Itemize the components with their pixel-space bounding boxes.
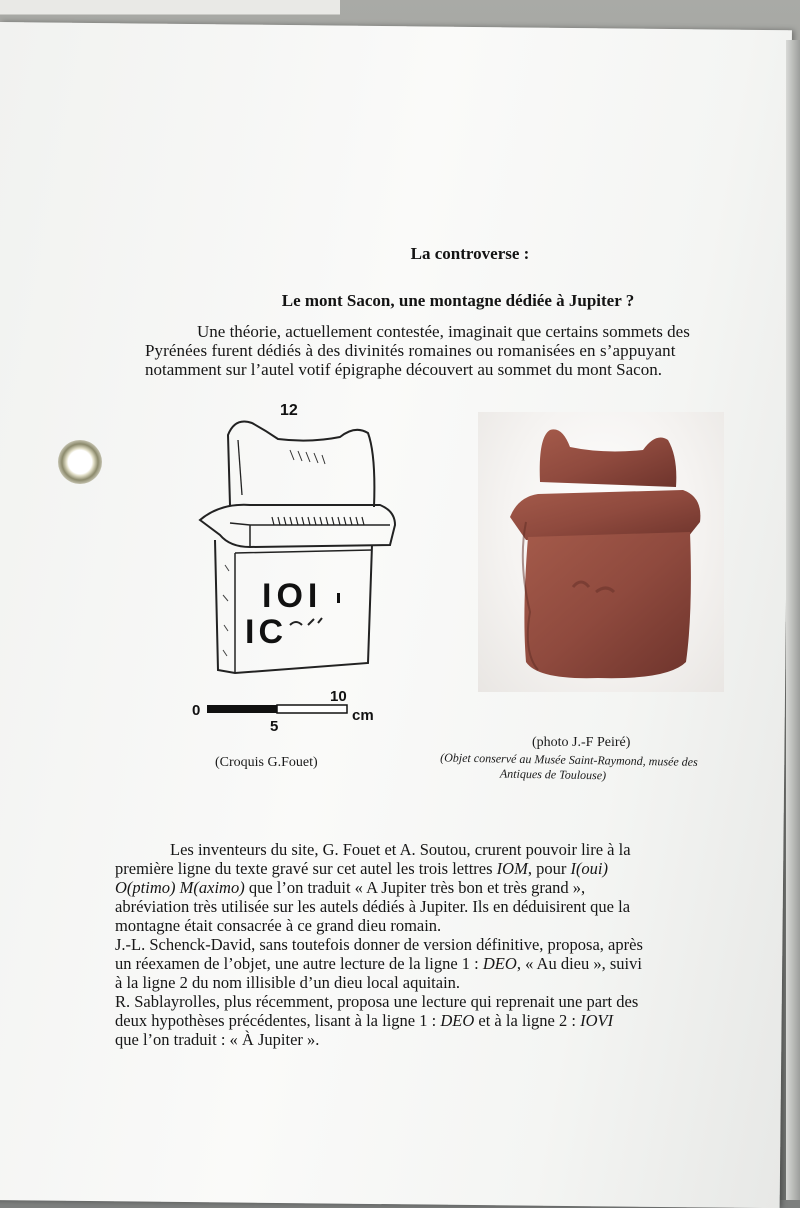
body-line: que l’on traduit : « À Jupiter ». [115,1030,320,1049]
intro-line: Pyrénées furent dédiés à des divinités romaines ou romanisées en s’appuyant [145,341,676,360]
sketch-number: 12 [280,402,298,419]
intro-paragraph [145,322,775,379]
scale-label-five: 5 [270,718,279,735]
upper-panel-edge [0,0,340,15]
body-line: R. Sablayrolles, plus récemment, proposa une lecture qui reprenait une part des [115,992,639,1011]
body-line: un réexamen de l’objet, une autre lecture de la ligne 1 : DEO, « Au dieu », suivi [115,954,642,973]
mounting-hole [58,440,102,484]
body-line: première ligne du texte gravé sur cet autel les trois lettres IOM, pour I(oui) [115,859,609,878]
photo-note [440,750,730,785]
photo-credit: (photo J.-F Peiré) [532,735,631,750]
sketch-inscription-line-1: IOI [262,577,323,615]
scale-label-zero: 0 [192,702,201,719]
photo-note-line: (Objet conservé au Musée Saint-Raymond, musée des [440,750,698,769]
body-text [115,840,730,1049]
body-line: deux hypothèses précédentes, lisant à la ligne 1 : DEO et à la ligne 2 : IOVI [115,1011,614,1030]
intro-line: notamment sur l’autel votif épigraphe découvert au sommet du mont Sacon. [145,360,662,379]
scale-label-unit: cm [352,707,374,724]
altar-photo [478,412,724,692]
body-line: O(ptimo) M(aximo) que l’on traduit « A Jupiter très bon et très grand », [115,878,586,897]
body-line: à la ligne 2 du nom illisible d’un dieu local aquitain. [115,973,461,992]
scale-label-ten: 10 [330,688,347,705]
panel-side-edge [786,40,800,1200]
body-line: abréviation très utilisée sur les autels dédiés à Jupiter. Ils en déduisirent que la [115,897,631,916]
section-subtitle: Le mont Sacon, une montagne dédiée à Jupiter ? [281,291,635,310]
section-title: La controverse : [410,244,530,263]
altar-sketch [190,395,410,740]
intro-line: Une théorie, actuellement contestée, imaginait que certains sommets des [197,322,690,341]
sketch-caption: (Croquis G.Fouet) [215,755,318,770]
altar-photo-stone [478,412,724,692]
sketch-inscription-line-2: IC [245,613,287,651]
body-line: J.-L. Schenck-David, sans toutefois donner de version définitive, proposa, après [115,935,643,954]
photo-note-line: Antiques de Toulouse) [499,766,607,783]
body-line: Les inventeurs du site, G. Fouet et A. Soutou, crurent pouvoir lire à la [170,840,631,859]
body-line: montagne était consacrée à ce grand dieu romain. [115,916,442,935]
